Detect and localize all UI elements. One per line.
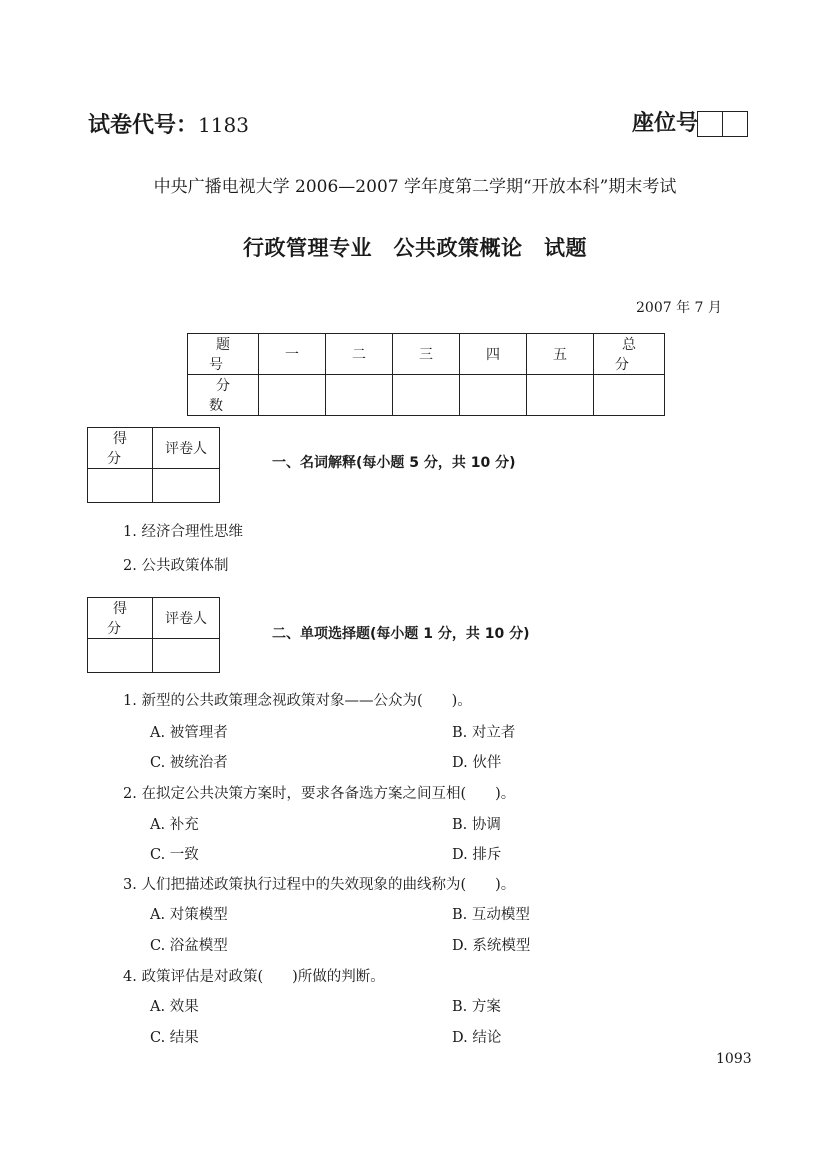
seat-label: 座位号	[632, 111, 699, 136]
paper-code-number: 1183	[198, 113, 249, 137]
grader-name-label: 评卷人	[153, 428, 220, 469]
question-stem: 4. 政策评估是对政策( )所做的判断。	[123, 969, 385, 985]
option-b: B. 互动模型	[452, 907, 530, 923]
score-table-row-label: 分 数	[188, 375, 259, 416]
paper-code-label: 试卷代号：	[88, 113, 199, 138]
grader-name-cell[interactable]	[153, 469, 220, 503]
term-item: 1. 经济合理性思维	[123, 524, 243, 540]
score-table	[187, 333, 678, 416]
option-d: D. 结论	[452, 1030, 502, 1046]
score-cell[interactable]	[527, 375, 594, 416]
question-stem: 2. 在拟定公共决策方案时，要求各备选方案之间互相( )。	[123, 786, 516, 802]
seat-number	[632, 106, 748, 137]
seat-box[interactable]	[697, 111, 723, 137]
question-stem: 3. 人们把描述政策执行过程中的失效现象的曲线称为( )。	[123, 877, 516, 893]
subject-title: 行政管理专业 公共政策概论 试题	[243, 236, 587, 260]
score-table-header: 总 分	[594, 334, 665, 375]
grader-table	[87, 597, 220, 673]
grader-score-label: 得 分	[88, 428, 153, 469]
grader-score-cell[interactable]	[88, 639, 153, 673]
term-item: 2. 公共政策体制	[123, 558, 229, 574]
section-1-title: 一、名词解释(每小题 5 分，共 10 分)	[272, 455, 516, 471]
option-b: B. 协调	[452, 817, 501, 833]
option-d: D. 排斥	[452, 847, 502, 863]
section-2-title: 二、单项选择题(每小题 1 分，共 10 分)	[272, 626, 530, 642]
option-c: C. 浴盆模型	[150, 938, 228, 954]
page-number: 1093	[716, 1051, 752, 1067]
paper-code	[88, 108, 249, 139]
score-cell[interactable]	[594, 375, 665, 416]
option-d: D. 伙伴	[452, 755, 502, 771]
grader-name-label: 评卷人	[153, 598, 220, 639]
option-d: D. 系统模型	[452, 938, 531, 954]
exam-date: 2007 年 7 月	[636, 300, 722, 316]
option-c: C. 一致	[150, 847, 199, 863]
score-cell[interactable]	[326, 375, 393, 416]
score-table-header-row	[188, 334, 665, 375]
seat-box[interactable]	[722, 111, 748, 137]
score-table-header: 三	[393, 334, 460, 375]
score-cell[interactable]	[393, 375, 460, 416]
grader-score-cell[interactable]	[88, 469, 153, 503]
option-b: B. 方案	[452, 999, 501, 1015]
grader-name-cell[interactable]	[153, 639, 220, 673]
option-a: A. 补充	[150, 817, 199, 833]
score-table-header: 五	[527, 334, 594, 375]
option-c: C. 被统治者	[150, 755, 228, 771]
score-table-header: 四	[460, 334, 527, 375]
score-table-header: 二	[326, 334, 393, 375]
exam-title: 中央广播电视大学 2006—2007 学年度第二学期“开放本科”期末考试	[153, 177, 677, 197]
option-b: B. 对立者	[452, 725, 516, 741]
score-table-score-row	[188, 375, 665, 416]
option-c: C. 结果	[150, 1030, 199, 1046]
option-a: A. 对策模型	[150, 907, 228, 923]
score-table-header: 一	[259, 334, 326, 375]
score-table-header: 题 号	[188, 334, 259, 375]
grader-table	[87, 427, 220, 503]
question-stem: 1. 新型的公共政策理念视政策对象——公众为( )。	[123, 693, 472, 709]
option-a: A. 被管理者	[150, 725, 228, 741]
score-cell[interactable]	[460, 375, 527, 416]
grader-score-label: 得 分	[88, 598, 153, 639]
option-a: A. 效果	[150, 999, 199, 1015]
